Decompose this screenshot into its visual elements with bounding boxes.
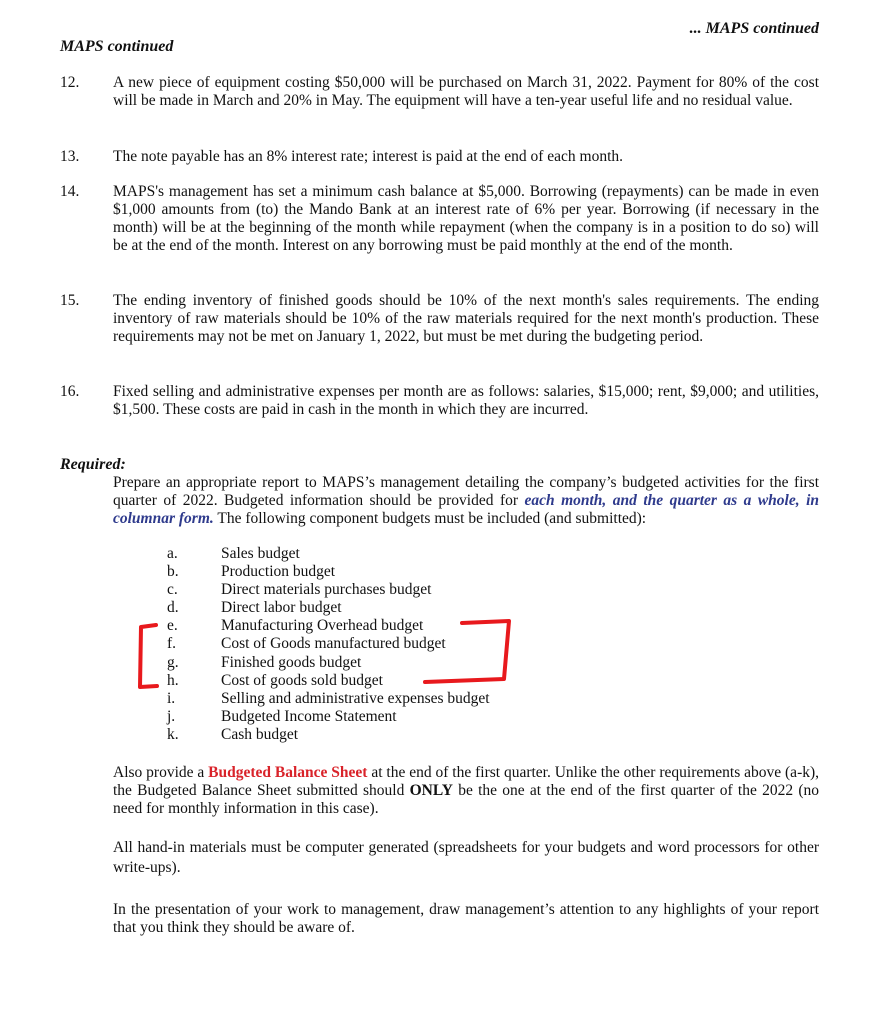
balance-sheet-paragraph bbox=[113, 764, 819, 818]
balance-text: Also provide a bbox=[113, 764, 209, 781]
list-label: Direct materials purchases budget bbox=[221, 581, 432, 599]
intro-text-end: The following component budgets must be included (and submitted): bbox=[213, 510, 647, 527]
left-bracket-mark bbox=[140, 625, 157, 687]
list-letter: e. bbox=[167, 617, 178, 635]
list-label: Manufacturing Overhead budget bbox=[221, 617, 424, 635]
handin-paragraph: All hand-in materials must be computer generated (spreadsheets for your budgets and word processors for other write-ups). bbox=[113, 839, 819, 876]
list-label: Sales budget bbox=[221, 545, 300, 562]
list-letter: j. bbox=[167, 707, 176, 725]
balance-emphasis: Budgeted Balance Sheet bbox=[208, 764, 368, 781]
presentation-paragraph: In the presentation of your work to management, draw management’s attention to any highlights of your report that you think they should be aware of. bbox=[113, 901, 819, 936]
intro-emphasis: each month, and the quarter as a whole, in columnar form. bbox=[113, 492, 819, 527]
required-intro bbox=[113, 474, 819, 528]
item-text: The note payable has an 8% interest rate; interest is paid at the end of each month. bbox=[113, 148, 624, 165]
list-label: Cost of goods sold budget bbox=[221, 671, 383, 689]
balance-text-end: be the one at the end of the first quarter of the 2022 (no need for monthly information in this case). bbox=[113, 782, 819, 817]
balance-text-middle: at the end of the first quarter. Unlike the other requirements above (a-k), the Budgeted Balance Sheet submitted should bbox=[113, 764, 820, 799]
list-letter: h. bbox=[167, 671, 179, 689]
list-letter: b. bbox=[167, 563, 179, 581]
item-text: The ending inventory of finished goods should be 10% of the next month's sales requirements. The ending inventory of raw materials should be 10% of the raw materials required for the next month's production. These requirements may not be met on January 1, 2022, but must be met during the budgeting period. bbox=[113, 292, 819, 345]
list-letter: i. bbox=[167, 689, 176, 707]
required-heading: Required: bbox=[60, 456, 126, 473]
list-letter: a. bbox=[167, 545, 178, 562]
list-label: Cash budget bbox=[221, 725, 299, 743]
list-letter: c. bbox=[167, 581, 178, 599]
item-number: 14. bbox=[60, 183, 80, 200]
item-number: 13. bbox=[60, 148, 80, 165]
list-letter: g. bbox=[167, 653, 179, 671]
item-number: 15. bbox=[60, 292, 80, 309]
list-letter: d. bbox=[167, 599, 179, 617]
balance-strong: ONLY bbox=[409, 782, 453, 799]
list-label: Cost of Goods manufactured budget bbox=[221, 635, 446, 653]
list-label: Production budget bbox=[221, 563, 336, 581]
list-label: Selling and administrative expenses budget bbox=[221, 689, 490, 707]
list-letter: f. bbox=[167, 635, 177, 653]
item-number: 16. bbox=[60, 383, 80, 400]
page-header-right: ... MAPS continued bbox=[689, 20, 819, 37]
page-header-left: MAPS continued bbox=[60, 38, 174, 55]
item-number: 12. bbox=[60, 74, 80, 91]
list-label: Budgeted Income Statement bbox=[221, 707, 397, 725]
list-label: Finished goods budget bbox=[221, 653, 362, 671]
list-label: Direct labor budget bbox=[221, 599, 342, 617]
intro-text: Prepare an appropriate report to MAPS’s management detailing the company’s budgeted activities for the first quarter of 2022. Budgeted information should be provided for bbox=[113, 474, 819, 509]
item-text: A new piece of equipment costing $50,000 will be purchased on March 31, 2022. Payment for 80% of the cost will be made in March and 20% in May. The equipment will have a ten-year useful life and no residual value. bbox=[113, 74, 819, 109]
list-letter: k. bbox=[167, 725, 179, 743]
item-text: Fixed selling and administrative expenses per month are as follows: salaries, $15,000; rent, $9,000; and utilities, $1,500. These costs are paid in cash in the month in which they are incurred. bbox=[113, 383, 819, 418]
item-text: MAPS's management has set a minimum cash balance at $5,000. Borrowing (repayments) can be made in even $1,000 amounts from (to) the Mando Bank at an interest rate of 6% per year. Borrowing (if necessary in the month) will be at the beginning of the month while repayment (when the company is in a position to do so) will be at the end of the month. Interest on any borrowing must be paid monthly at the end of the month. bbox=[113, 183, 819, 254]
